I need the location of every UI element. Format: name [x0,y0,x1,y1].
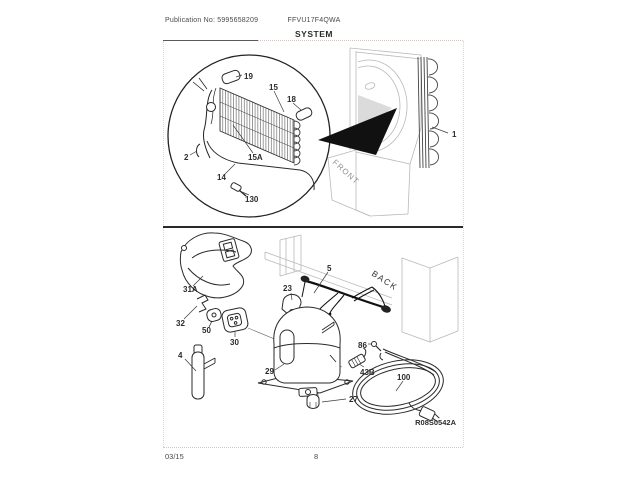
part-label-5: 5 [327,264,332,273]
part-label-1: 1 [452,130,457,139]
grommet-27 [307,395,319,409]
part-label-50: 50 [202,326,211,335]
part-label-19: 19 [244,72,253,81]
upper-diagram [168,48,457,217]
publication-number: Publication No: 5995658209 [165,17,259,24]
diagram-reference: R08S0542A [415,418,456,427]
part-label-14: 14 [217,173,226,182]
part-label-130: 130 [245,195,259,204]
fan-part-50 [206,307,223,327]
back-label: BACK [369,268,400,293]
model-number: FFVU17F4QWA [287,17,341,24]
part-label-27: 27 [349,395,358,404]
part-label-2: 2 [184,153,189,162]
part-label-100: 100 [397,373,411,382]
lower-diagram [176,233,458,427]
compressor-29 [258,307,353,396]
part-label-29: 29 [265,367,274,376]
front-label: FRONT [330,157,361,187]
part-label-30: 30 [230,338,239,347]
part-label-23: 23 [283,284,292,293]
part-label-86: 86 [358,341,367,350]
footer-page-number: 8 [314,452,319,461]
screw-86 [372,342,384,361]
part-label-32: 32 [176,319,185,328]
part-label-43b: 43B [360,368,375,377]
part-label-4: 4 [178,351,183,360]
part-label-15: 15 [269,83,278,92]
drier-4 [192,345,215,399]
part-label-15a: 15A [248,153,263,162]
footer-date: 03/15 [165,452,184,461]
relay-43b [346,348,370,369]
part-label-31a: 31A [183,285,198,294]
part-label-18: 18 [287,95,296,104]
fan-motor-30 [221,307,249,334]
clip-32 [197,295,208,312]
page-title: SYSTEM [295,29,333,39]
